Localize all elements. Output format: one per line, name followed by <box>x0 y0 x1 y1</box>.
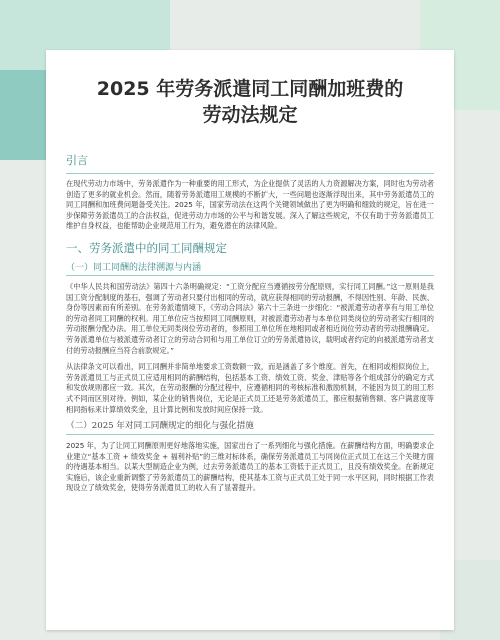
paragraph: 从法律条文可以看出，同工同酬并非简单地要求工资数额一致，而是涵盖了多个维度。首先，在相同或相似岗位上，劳务派遣员工与正式员工应适用相同的薪酬结构，包括基本工资、绩效工资、奖金、津贴等各个组成部分的确定方式和发放规则都应一致。其次，在劳动报酬的分配过程中，应遵循相同的考核标准和激励机制，不能因为员工的用工形式不同而区别对待。例如，某企业的销售岗位，无论是正式员工还是劳务派遣员工，都应根据销售额、客户满意度等相同指标来计算绩效奖金，且计算比例和发放时间应保持一致。 <box>66 362 434 414</box>
paragraph: 《中华人民共和国劳动法》第四十六条明确规定：“工资分配应当遵循按劳分配原则，实行同工同酬。”这一原则是我国工资分配制度的基石，强调了劳动者只要付出相同的劳动，就应获得相同的劳动报酬，不得因性别、年龄、民族、身份等因素而有所差别。在劳务派遣情境下，《劳动合同法》第六十三条进一步细化：“被派遣劳动者享有与用工单位的劳动者同工同酬的权利。用工单位应当按照同工同酬原则，对被派遣劳动者与本单位同类岗位的劳动者实行相同的劳动报酬分配办法。用工单位无同类岗位劳动者的，参照用工单位所在地相同或者相近岗位劳动者的劳动报酬确定。劳务派遣单位与被派遣劳动者订立的劳动合同和与用工单位订立的劳务派遣协议，载明或者约定的向被派遣劳动者支付的劳动报酬应当符合前款规定。” <box>66 281 434 355</box>
title-line-2: 劳动法规定 <box>202 104 298 126</box>
title-line-1: 2025 年劳务派遣同工同酬加班费的 <box>96 78 404 100</box>
document-page <box>46 50 454 630</box>
document-title <box>66 76 434 128</box>
subsection-heading: （二）2025 年对同工同酬规定的细化与强化措施 <box>66 421 434 435</box>
paragraph: 2025 年，为了让同工同酬原则更好地落地实施，国家出台了一系列细化与强化措施。在薪酬结构方面，明确要求企业建立“基本工资 + 绩效奖金 + 福利补贴”的三维对标体系，确保劳务派遣员工与同岗位正式员工在这三个关键方面的待遇基本相当。以某大型制造企业为例，过去劳务派遣员工的基本工资低于正式员工，且没有绩效奖金。在新规定实施后，该企业重新调整了劳务派遣员工的薪酬结构，使其基本工资与正式员工处于同一水平区间，同时根据工作表现设立了绩效奖金，使得劳务派遣员工的收入有了显著提升。 <box>66 441 434 493</box>
divider <box>66 173 434 174</box>
subsection-heading: （一）同工同酬的法律溯源与内涵 <box>66 260 434 276</box>
intro-paragraph: 在现代劳动力市场中，劳务派遣作为一种重要的用工形式，为企业提供了灵活的人力资源解决方案，同时也为劳动者创造了更多的就业机会。然而，随着劳务派遣用工规模的不断扩大，一些问题也逐渐浮现出来，其中劳务派遣员工的同工同酬和加班费问题备受关注。2025 年，国家劳动法在这两个关键领域做出了更为明确和细致的规定，旨在进一步保障劳务派遣员工的合法权益，促进劳动力市场的公平与和谐发展。深入了解这些规定，不仅有助于劳务派遣员工维护自身权益，也能帮助企业规范用工行为，避免潜在的法律风险。 <box>66 179 434 231</box>
intro-heading: 引言 <box>66 154 88 167</box>
section-heading: 一、劳务派遣中的同工同酬规定 <box>66 240 227 255</box>
